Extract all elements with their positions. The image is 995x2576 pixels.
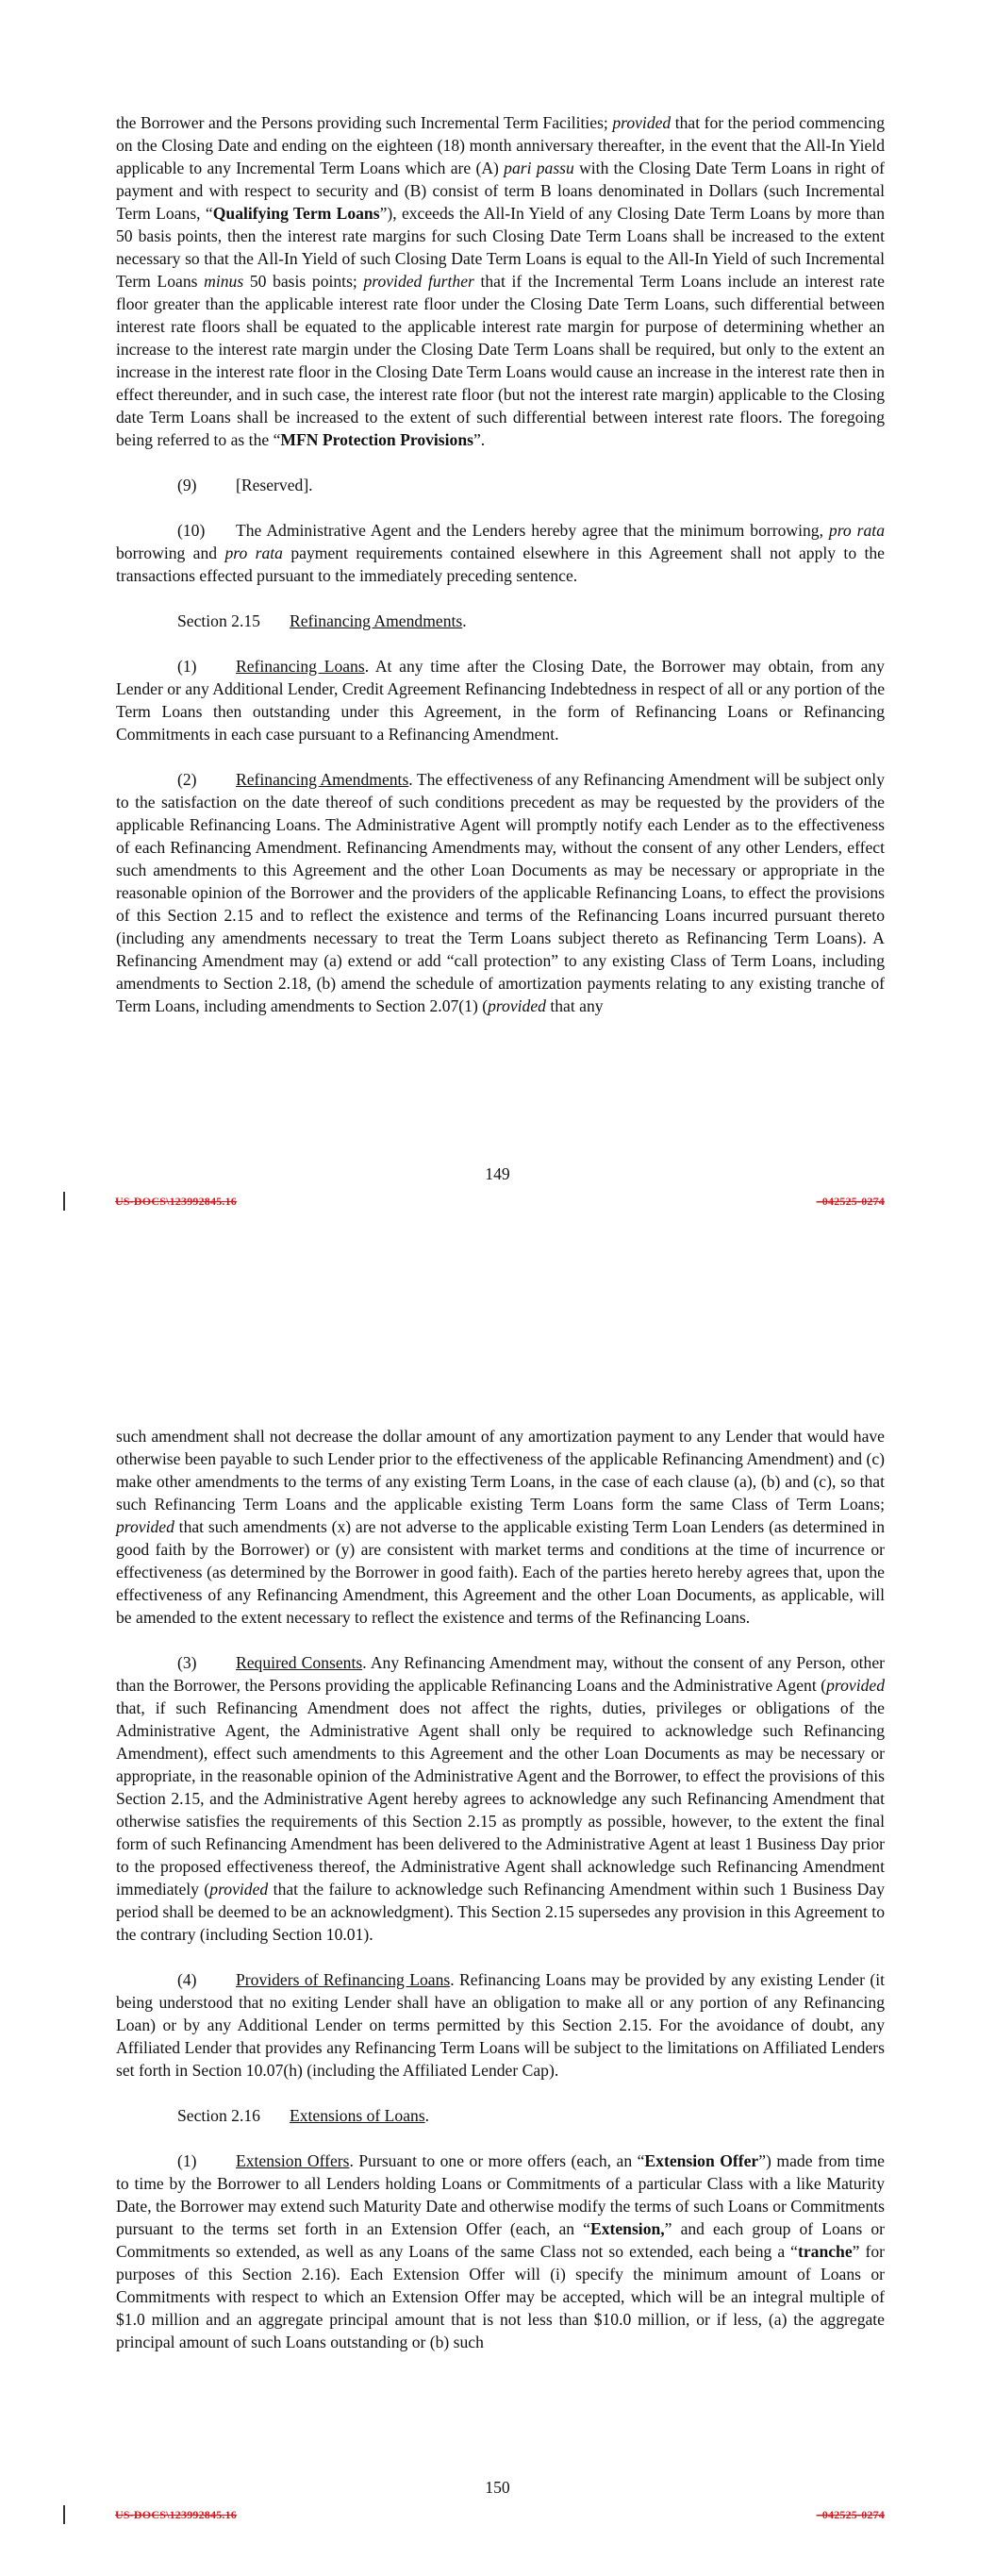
page-150 <box>0 1255 995 2576</box>
document-number: –042525-0274 <box>816 2508 885 2521</box>
paragraph-2-15-1: (1) Refinancing Loans. At any time after the Closing Date, the Borrower may obtain, from any Lender or any Additional Lender, Credit Agreement Refinancing Indebtedness in respect of all or any portion of the Term Loans then outstanding under this Agreement, in the form of Refinancing Loans or Refinancing Commitments in each case pursuant to a Refinancing Amendment. <box>116 657 885 744</box>
paragraph-2-15-4: (4) Providers of Refinancing Loans. Refinancing Loans may be provided by any existing Lender (it being understood that no exiting Lender shall have an obligation to make all or any portion of any Refinancing Loan) or by any Additional Lender on terms permitted by this Section 2.15. For the avoidance of doubt, any Affiliated Lender that provides any Refinancing Term Loans will be subject to the limitations on Affiliated Lenders set forth in Section 10.07(h) (including the Affiliated Lender Cap). <box>116 1970 885 2080</box>
page-number: 149 <box>485 1164 510 1183</box>
section-2-15-heading: Section 2.15 Refinancing Amendments. <box>177 611 467 630</box>
page-number: 150 <box>485 2478 510 2497</box>
page-150-body <box>116 1425 885 2376</box>
change-bar <box>63 2505 65 2524</box>
paragraph-mfn-continuation: the Borrower and the Persons providing such Incremental Term Facilities; provided that for the period commencing on the Closing Date and ending on the eighteen (18) month anniversary thereafter, in the event that the All-In Yield applicable to any Incremental Term Loans which are (A) pari passu with the Closing Date Term Loans in right of payment and with respect to security and (B) consist of term B loans denominated in Dollars (such Incremental Term Loans, “Qualifying Term Loans”), exceeds the All-In Yield of any Closing Date Term Loans by more than 50 basis points, then the interest rate margins for such Closing Date Term Loans shall be increased to the extent necessary so that the All-In Yield of such Closing Date Term Loans is equal to the All-In Yield of such Incremental Term Loans minus 50 basis points; provided further that if the Incremental Term Loans include an interest rate floor greater than the applicable interest rate floor under the Closing Date Term Loans, such differential between interest rate floors shall be equated to the applicable interest rate margin for purpose of determining whether an increase to the interest rate margin under the Closing Date Term Loans shall be required, but only to the extent an increase in the interest rate floor in the Closing Date Term Loans would cause an increase in the interest rate then in effect thereunder, and in such case, the interest rate floor (but not the interest rate margin) applicable to the Closing date Term Loans shall be increased to the extent of such differential between interest rate floors. The foregoing being referred to as the “MFN Protection Provisions”. <box>116 113 886 449</box>
paragraph-2-16-1: (1) Extension Offers. Pursuant to one or more offers (each, an “Extension Offer”) made from time to time by the Borrower to all Lenders holding Loans or Commitments of a particular Class with a like Maturity Date, the Borrower may extend such Maturity Date and otherwise modify the terms of such Loans or Commitments pursuant to the terms set forth in an Extension Offer (each, an “Extension,” and each group of Loans or Commitments so extended, as well as any Loans of the same Class not so extended, each being a “tranche” for purposes of this Section 2.16). Each Extension Offer will (i) specify the minimum amount of Loans or Commitments with respect to which an Extension Offer may be accepted, which will be an integral multiple of $1.0 million and an aggregate principal amount that is not less than $10.0 million, or if less, (a) the aggregate principal amount of such Loans outstanding or (b) such <box>116 2151 885 2351</box>
change-bar <box>63 1192 65 1211</box>
paragraph-2-15-2-continuation: such amendment shall not decrease the dollar amount of any amortization payment to any Lender that would have otherwise been payable to such Lender prior to the effectiveness of the applicable Refinancing Amendment) and (c) make other amendments to the terms of any existing Term Loans, in the case of each clause (a), (b) and (c), so that such Refinancing Term Loans and the applicable existing Term Loans form the same Class of Term Loans; provided that such amendments (x) are not adverse to the applicable existing Term Loan Lenders (as determined in good faith by the Borrower) or (y) are consistent with market terms and conditions at the time of incurrence or effectiveness (as determined by the Borrower in good faith). Each of the parties hereto hereby agrees that, upon the effectiveness of any Refinancing Amendment, this Agreement and the other Loan Documents, as applicable, will be amended to the extent necessary to reflect the existence and terms of the Refinancing Loans. <box>116 1427 885 1627</box>
page-footer <box>0 1192 995 1211</box>
page-footer <box>0 2505 995 2524</box>
document-id: US-DOCS\123992845.16 <box>115 1195 238 1208</box>
section-2-16-heading: Section 2.16 Extensions of Loans. <box>177 2106 430 2125</box>
paragraph-9-reserved: (9) [Reserved]. <box>177 476 313 494</box>
paragraph-2-15-3: (3) Required Consents. Any Refinancing Amendment may, without the consent of any Person, other than the Borrower, the Persons providing the applicable Refinancing Loans and the Administrative Agent (provided that, if such Refinancing Amendment does not affect the rights, duties, privileges or obligations of the Administrative Agent, the Administrative Agent shall only be required to acknowledge such Refinancing Amendment), effect such amendments to this Agreement and the other Loan Documents as may be necessary or appropriate, in the reasonable opinion of the Administrative Agent and the Borrower, to effect the provisions of this Section 2.15, and the Administrative Agent hereby agrees to acknowledge any such Refinancing Amendment that otherwise satisfies the requirements of this Section 2.15 as promptly as possible, however, to the extent the final form of such Refinancing Amendment has been delivered to the Administrative Agent at least 1 Business Day prior to the proposed effectiveness thereof, the Administrative Agent shall acknowledge such Refinancing Amendment immediately (provided that the failure to acknowledge such Refinancing Amendment within such 1 Business Day period shall be deemed to be an acknowledgment). This Section 2.15 supersedes any provision in this Agreement to the contrary (including Section 10.01). <box>116 1653 886 1944</box>
page-149-body <box>116 111 885 1040</box>
paragraph-10: (10) The Administrative Agent and the Lenders hereby agree that the minimum borrowing, pro rata borrowing and pro rata payment requirements contained elsewhere in this Agreement shall not apply to the transactions effected pursuant to the immediately preceding sentence. <box>116 521 885 585</box>
page-149 <box>0 0 995 1255</box>
document-id: US-DOCS\123992845.16 <box>115 2508 238 2521</box>
paragraph-2-15-2: (2) Refinancing Amendments. The effectiveness of any Refinancing Amendment will be subject only to the satisfaction on the date thereof of such conditions precedent as may be requested by the providers of the applicable Refinancing Loans. The Administrative Agent will promptly notify each Lender as to the effectiveness of each Refinancing Amendment. Refinancing Amendments may, without the consent of any other Lenders, effect such amendments to this Agreement and the other Loan Documents as may be necessary or appropriate in the reasonable opinion of the Borrower and the providers of the applicable Refinancing Loans, to effect the provisions of this Section 2.15 and to reflect the existence and terms of the Refinancing Loans incurred pursuant thereto (including any amendments necessary to treat the Term Loans subject thereto as Refinancing Term Loans). A Refinancing Amendment may (a) extend or add “call protection” to any existing Class of Term Loans, including amendments to Section 2.18, (b) amend the schedule of amortization payments relating to any existing tranche of Term Loans, including amendments to Section 2.07(1) (provided that any <box>116 770 885 1015</box>
document-number: –042525-0274 <box>816 1195 885 1208</box>
